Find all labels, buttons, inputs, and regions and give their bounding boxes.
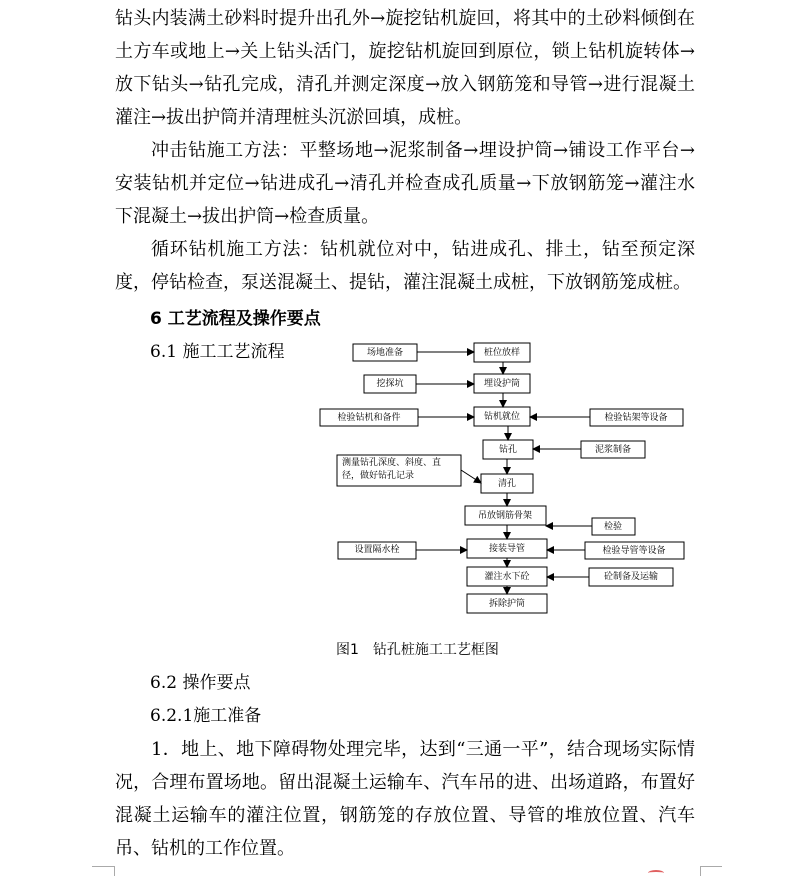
page-corner-mark-right (700, 866, 723, 876)
flow-text-test-pit: 挖探坑 (376, 379, 404, 389)
flow-text-check-rig: 检验钻机和备件 (337, 413, 401, 423)
flow-text-check-frame: 检验钻架等设备 (604, 413, 668, 423)
flow-text-drilling: 钻孔 (498, 445, 518, 455)
flow-text-casing: 埋设护筒 (483, 379, 521, 389)
paragraph-percussion-drill-method: 冲击钻施工方法：平整场地→泥浆制备→埋设护筒→铺设工作平台→安装钻机并定位→钻进成孔→清孔并检查成孔质量→下放钢筋笼→灌注水下混凝土→拔出护筒→检查质量。 (115, 140, 695, 227)
section-heading-6-2: 6.2 操作要点 (150, 673, 251, 693)
flow-text-remove-casing: 拆除护筒 (488, 599, 526, 609)
flow-text-hole-cleaning: 清孔 (497, 479, 517, 489)
page-corner-line-right (700, 866, 722, 867)
flow-text-pile-layout: 桩位放样 (483, 348, 521, 358)
flow-text-check-tremie: 检验导管等设备 (602, 546, 666, 556)
page-corner-line-left (92, 866, 114, 867)
flow-text-pour-concrete: 灌注水下砼 (484, 572, 530, 582)
flow-text-mud-prep: 泥浆制备 (594, 445, 632, 455)
flow-text-install-tremie: 接装导管 (488, 544, 526, 554)
paragraph-rotary-drill-steps: 钻头内装满土砂料时提升出孔外→旋挖钻机旋回，将其中的土砂料倾倒在土方车或地上→关上钻头活门，旋挖钻机旋回到原位，锁上钻机旋转体→放下钻头→钻孔完成，清孔并测定深度→放入钢筋笼和导管→进行混凝土灌注→拔出护筒并清理桩头沉淤回填，成桩。 (115, 8, 695, 128)
paragraph-site-preparation: 1．地上、地下障碍物处理完毕，达到“三通一平”，结合现场实际情况，合理布置场地。留出混凝土运输车、汽车吊的进、出场道路，布置好混凝土运输车的灌注位置，钢筋笼的存放位置、导管的堆放位置、汽车吊、钻机的工作位置。 (115, 739, 695, 859)
page-corner-mark-left (92, 866, 115, 876)
figure-caption: 图1 钻孔桩施工工艺框图 (336, 642, 499, 658)
flow-text-concrete-supply: 砼制备及运输 (603, 572, 659, 582)
flow-text-water-plug: 设置隔水栓 (354, 545, 400, 555)
flow-text-inspection: 检验 (603, 522, 623, 532)
red-scribble-mark (648, 870, 664, 876)
section-heading-6-1: 6.1 施工工艺流程 (150, 342, 285, 362)
flow-text-lower-cage: 吊放钢筋骨架 (477, 511, 533, 521)
flow-text-site-prep: 场地准备 (366, 348, 404, 358)
paragraph-circulation-drill-method: 循环钻机施工方法：钻机就位对中，钻进成孔、排土，钻至预定深度，停钻检查，泵送混凝土、提钻，灌注混凝土成桩，下放钢筋笼成桩。 (115, 239, 695, 293)
section-heading-6-2-1: 6.2.1施工准备 (150, 706, 262, 726)
section-heading-6: 6 工艺流程及操作要点 (150, 309, 321, 329)
flow-text-measure-hole: 测量钻孔深度、斜度、直径，做好钻孔记录 (342, 458, 442, 481)
flow-text-rig-position: 钻机就位 (483, 412, 521, 422)
